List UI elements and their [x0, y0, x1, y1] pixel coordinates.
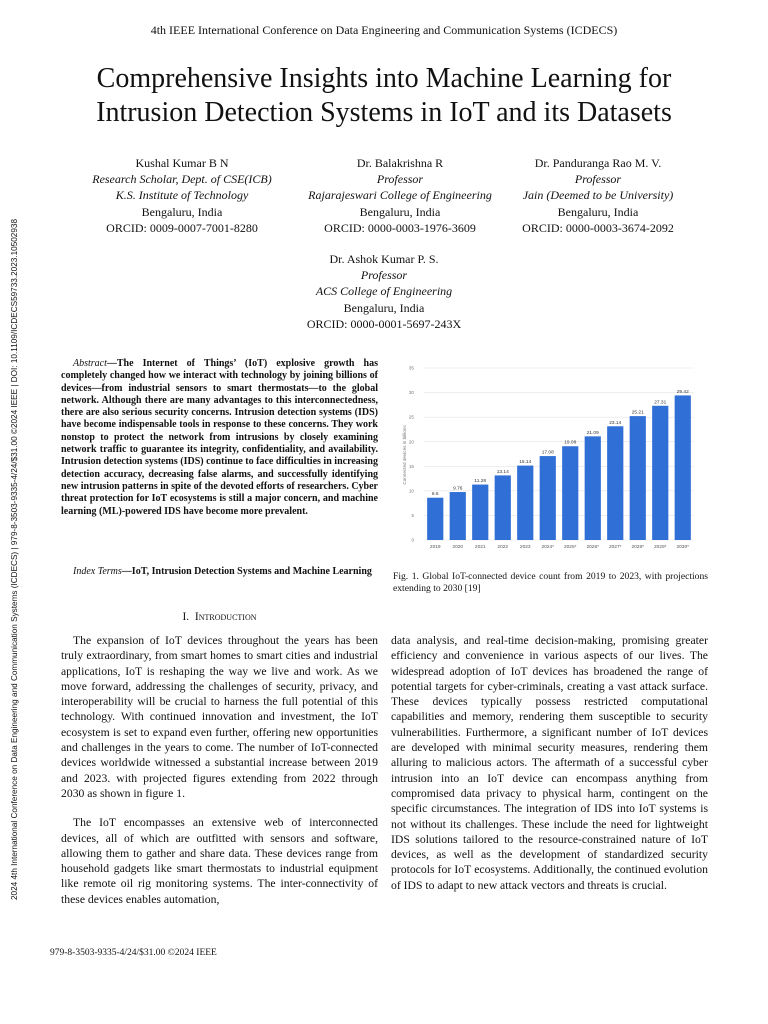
- author-block-3: [494, 155, 702, 236]
- author-role: Professor: [360, 268, 408, 283]
- author-affiliation: K.S. Institute of Technology: [115, 188, 249, 203]
- author-block-4: [264, 251, 504, 332]
- body-paragraph: data analysis, and real-time decision-making, promising greater efficiency and convenience in various aspects of our lives. The widespread adoption of IoT devices has broadened the range of potential targets for cyber-criminals, creating a vast attack surface. These devices typically possess restricted computational capabilities and memory, rendering them susceptible to security vulnerabilities. Furthermore, a significant number of IoT devices are developed with minimal security measures, rendering them alluring to malicious actors. The aftermath of a successful cyber intrusion into an IoT device can encompass anything from compromised data privacy to physical harm, contingent on the specific circumstances. The integration of IDS into IoT systems is not without its challenges. These include the need for lightweight IDS solutions tailored to the resource-constrained nature of IoT devices, as well as the development of standardized security protocols for IoT ecosystems. Additionally, the continued evolution of IDS to adapt to new attack vectors and threats is crucial.: [391, 634, 708, 892]
- bar-value-label: 8.6: [431, 492, 439, 498]
- x-tick-label: 2019: [429, 545, 441, 550]
- bar: [427, 498, 443, 540]
- x-tick-label: 2024*: [541, 545, 555, 550]
- bar-value-label: 27.31: [654, 400, 667, 406]
- section-heading: [61, 611, 378, 623]
- bar: [540, 456, 556, 540]
- bar: [472, 485, 488, 540]
- y-tick-label: 20: [408, 439, 414, 445]
- bar: [517, 466, 533, 540]
- author-orcid: ORCID: 0000-0001-5697-243X: [306, 316, 462, 331]
- author-name: Dr. Ashok Kumar P. S.: [329, 252, 439, 266]
- figure-caption: Fig. 1. Global IoT-connected device count from 2019 to 2023, with projections extending to 2030 [19]: [393, 571, 708, 594]
- y-tick-label: 15: [408, 463, 414, 469]
- left-column-text: [61, 633, 378, 907]
- author-city: Bengaluru, India: [141, 204, 223, 219]
- bar-value-label: 15.14: [519, 460, 532, 466]
- figure-1: [398, 360, 708, 560]
- author-orcid: ORCID: 0000-0003-1976-3609: [324, 220, 476, 235]
- bar-value-label: 29.42: [676, 389, 689, 395]
- x-tick-label: 2027*: [608, 545, 622, 550]
- bar-value-label: 11.28: [474, 479, 487, 485]
- iot-devices-bar-chart: [398, 360, 708, 560]
- index-terms-label: Index Terms: [73, 566, 122, 577]
- y-tick-label: 25: [408, 414, 414, 420]
- page-footer: 979-8-3503-9335-4/24/$31.00 ©2024 IEEE: [50, 948, 217, 958]
- author-affiliation: Rajarajeswari College of Engineering: [308, 188, 492, 203]
- x-tick-label: 2029*: [653, 545, 667, 550]
- y-axis-label: Connected devices in billions: [402, 425, 407, 485]
- bar-value-label: 21.09: [586, 430, 599, 436]
- y-tick-label: 10: [408, 488, 414, 494]
- author-block-2: [284, 155, 516, 236]
- abstract-label: Abstract: [73, 358, 107, 369]
- author-orcid: ORCID: 0009-0007-7001-8280: [106, 220, 258, 235]
- bar: [630, 416, 646, 540]
- index-terms: [61, 566, 378, 578]
- bar-value-label: 25.21: [631, 410, 644, 416]
- x-tick-label: 2020: [452, 545, 464, 550]
- author-city: Bengaluru, India: [557, 204, 639, 219]
- author-city: Bengaluru, India: [359, 204, 441, 219]
- x-tick-label: 2026*: [586, 545, 600, 550]
- author-name: Kushal Kumar B N: [135, 156, 229, 170]
- y-tick-label: 35: [408, 365, 414, 371]
- author-orcid: ORCID: 0000-0003-3674-2092: [522, 220, 674, 235]
- x-tick-label: 2021: [474, 545, 486, 550]
- conference-header: 4th IEEE International Conference on Data Engineering and Communication Systems (ICDECS): [150, 23, 618, 37]
- author-role: Professor: [376, 172, 424, 187]
- x-tick-label: 2030*: [676, 545, 690, 550]
- bar: [495, 475, 511, 540]
- abstract-text: —The Internet of Things’ (IoT) explosive growth has completely changed how we interact with technology by joining billions of devices—from industrial sensors to smart thermostats—to the global network. Although there are many advantages to this interconnectedness, there are also serious security concerns. Intrusion detection systems (IDS) have become indispensable tools in response to these concerns. They work nonstop to protect the network from intrusions by closely examining network traffic to guarantee its integrity, confidentiality, and availability. Intrusion detection systems (IDS) continue to face difficulties in increasing detection accuracy, decreasing false alarms, and successfully identifying new intrusion patterns in spite of the devoted efforts of researchers. Cyber threat protection for IoT ecosystems is still a major concern, and machine learning (ML)-powered IDS have become more prevalent.: [61, 358, 378, 517]
- x-tick-label: 2028*: [631, 545, 645, 550]
- bar: [562, 446, 578, 540]
- bar: [585, 436, 601, 540]
- bar-value-label: 13.14: [496, 469, 509, 475]
- paper-title: [40, 62, 728, 130]
- y-tick-label: 0: [411, 537, 414, 543]
- section-number: I.: [182, 611, 190, 623]
- body-paragraph: The expansion of IoT devices throughout the years has been truly extraordinary, from smart homes to smart cities and industrial applications, IoT is reshaping the way we live and work. As we move forward, addressing the challenges of security, privacy, and interoperability will be crucial to harness the full potential of this technology. With continued innovation and investment, the IoT ecosystem is set to expand even further, offering new opportunities and challenges in the years to come. The number of IoT-connected devices worldwide witnessed a substantial increase between 2019 and 2023. with projected figures extending from 2022 through 2030 as shown in figure 1.: [61, 634, 378, 800]
- x-tick-label: 2025*: [563, 545, 577, 550]
- y-tick-label: 5: [411, 513, 414, 519]
- author-affiliation: ACS College of Engineering: [315, 284, 453, 299]
- author-block-1: [68, 155, 296, 236]
- bar: [607, 426, 623, 540]
- author-city: Bengaluru, India: [343, 300, 425, 315]
- bar-value-label: 23.14: [609, 420, 622, 426]
- bar-value-label: 19.08: [564, 440, 577, 446]
- bar: [675, 395, 691, 540]
- author-name: Dr. Panduranga Rao M. V.: [534, 156, 662, 170]
- section-title: Introduction: [194, 611, 257, 623]
- author-role: Professor: [574, 172, 622, 187]
- abstract: [61, 358, 378, 518]
- bar-value-label: 17.08: [541, 450, 554, 456]
- side-doi-text: 2024 4th International Conference on Data Engineering and Communication Systems (ICDECS) | 979-8-3503-9335-4/24/$31.00 ©2024 IEEE | DOI: 10.1109/ICDECS59733.2023.10502938: [10, 218, 19, 900]
- title-line-2: Intrusion Detection Systems in IoT and its Datasets: [96, 97, 672, 128]
- x-tick-label: 2023: [519, 545, 531, 550]
- y-tick-label: 30: [408, 390, 414, 396]
- title-line-1: Comprehensive Insights into Machine Learning for: [96, 63, 672, 94]
- index-terms-text: —IoT, Intrusion Detection Systems and Machine Learning: [121, 566, 372, 577]
- author-role: Research Scholar, Dept. of CSE(ICB): [92, 172, 272, 187]
- right-column-text: [391, 633, 708, 893]
- bar: [450, 492, 466, 540]
- bar: [652, 406, 668, 540]
- body-paragraph: The IoT encompasses an extensive web of interconnected devices, all of which are outfitted with sensors and software, allowing them to gather and share data. These devices range from household gadgets like smart thermostats to industrial equipment like remote oil rig monitoring systems. The inter-connectivity of these devices enables automation,: [61, 816, 378, 906]
- author-affiliation: Jain (Deemed to be University): [522, 188, 674, 203]
- bar-value-label: 9.76: [453, 486, 463, 492]
- author-name: Dr. Balakrishna R: [356, 156, 444, 170]
- x-tick-label: 2022: [497, 545, 509, 550]
